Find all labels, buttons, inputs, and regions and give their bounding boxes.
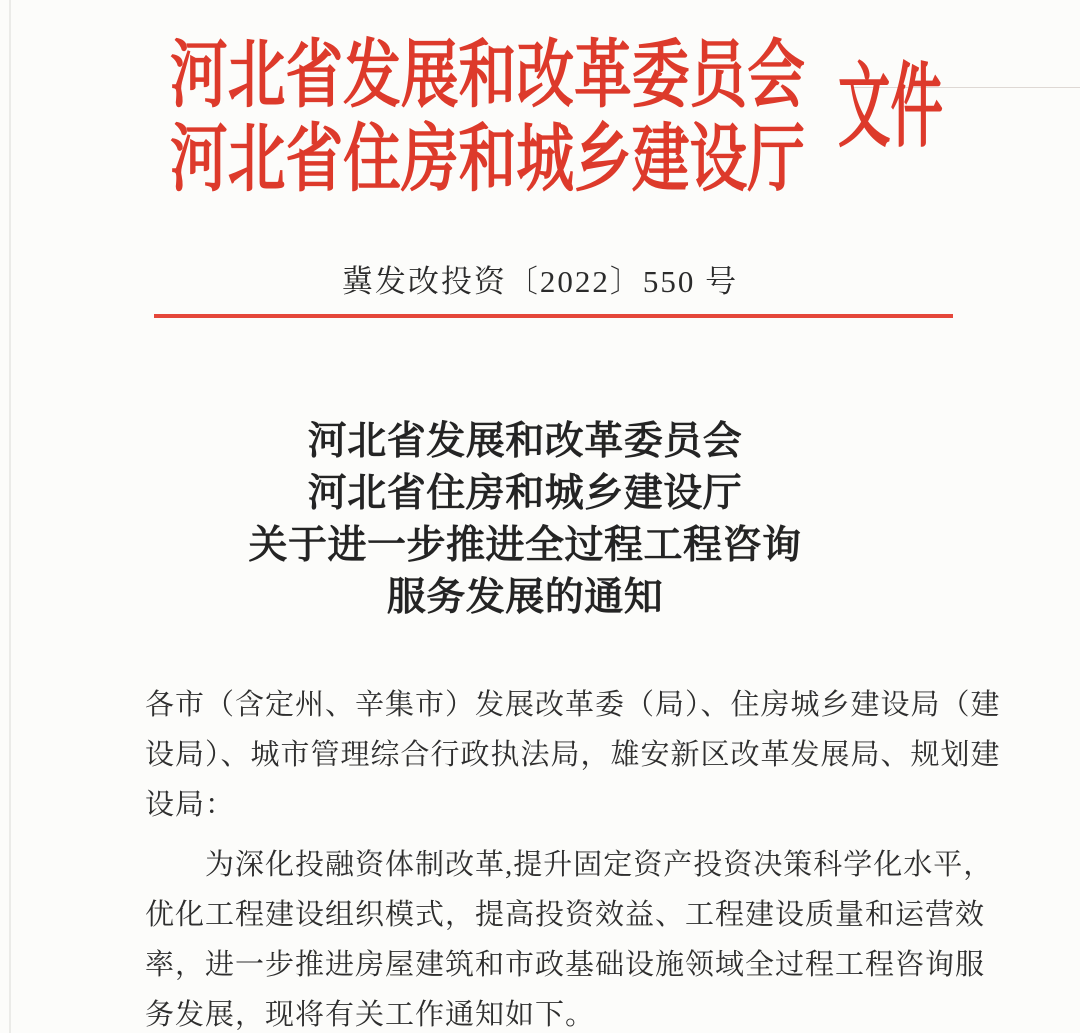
document-mark: 文件 bbox=[838, 56, 943, 158]
document-body bbox=[145, 680, 1001, 1033]
scan-artifact-vertical-line bbox=[9, 0, 11, 1033]
paragraph-line: 为深化投融资体制改革,提升固定资产投资决策科学化水平， bbox=[205, 849, 994, 881]
paragraph-line: 优化工程建设组织模式，提高投资效益、工程建设质量和运营效 bbox=[145, 899, 986, 931]
main-paragraph bbox=[145, 840, 994, 1033]
paragraph-line: 率，进一步推进房屋建筑和市政基础设施领域全过程工程咨询服 bbox=[145, 949, 986, 981]
agency-name-line-2: 河北省住房和城乡建设厅 bbox=[170, 119, 805, 201]
red-divider-line bbox=[154, 314, 953, 318]
salutation-line: 设局： bbox=[145, 789, 236, 821]
document-title bbox=[0, 416, 1080, 624]
salutation-line: 各市（含定州、辛集市）发展改革委（局）、住房城乡建设局（建 bbox=[145, 689, 1001, 721]
issuing-agencies bbox=[170, 34, 810, 202]
salutation-paragraph bbox=[145, 680, 1001, 830]
salutation-line: 设局）、城市管理综合行政执法局，雄安新区改革发展局、规划建 bbox=[145, 739, 1001, 771]
reference-number: 冀发改投资〔2022〕550 号 bbox=[341, 264, 739, 299]
title-line: 河北省发展和改革委员会 bbox=[307, 420, 743, 463]
title-line: 河北省住房和城乡建设厅 bbox=[307, 472, 743, 515]
title-line: 服务发展的通知 bbox=[386, 576, 664, 619]
title-line: 关于进一步推进全过程工程咨询 bbox=[248, 524, 802, 567]
letterhead bbox=[0, 0, 1080, 202]
agency-name-line-1: 河北省发展和改革委员会 bbox=[170, 35, 805, 117]
paragraph-line: 务发展，现将有关工作通知如下。 bbox=[145, 999, 596, 1031]
